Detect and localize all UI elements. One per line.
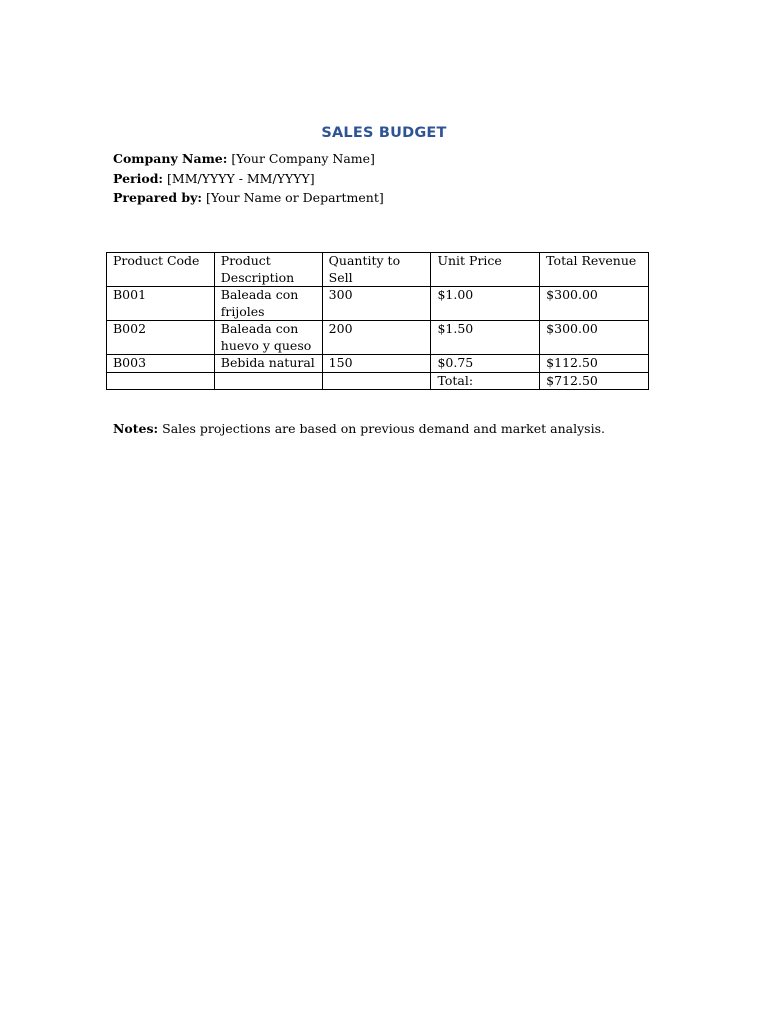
table-cell: Bebida natural [214, 355, 322, 373]
table-cell: 200 [322, 321, 431, 355]
prepared-by-label: Prepared by: [113, 190, 203, 205]
document-title: SALES BUDGET [321, 125, 447, 141]
table-cell: B001 [107, 287, 215, 321]
table-cell: $300.00 [540, 287, 649, 321]
table-cell: $1.00 [431, 287, 540, 321]
header-total-revenue: Total Revenue [540, 253, 649, 287]
header-product-description: Product Description [214, 253, 322, 287]
company-name-label: Company Name: [113, 151, 228, 166]
period-value: [MM/YYYY - MM/YYYY] [163, 170, 315, 186]
table-cell: B003 [107, 355, 215, 373]
period-label: Period: [113, 170, 164, 186]
table-header-row [107, 253, 649, 287]
table-cell: $1.50 [431, 321, 540, 355]
table-cell: 150 [322, 355, 431, 373]
table-cell: Baleada con huevo y queso [214, 321, 322, 355]
table-cell: Baleada con frijoles [214, 287, 322, 321]
period-line [113, 169, 384, 189]
total-label-cell: Total: [431, 372, 540, 390]
table-row [107, 321, 649, 355]
notes-text: Sales projections are based on previous demand and market analysis. [158, 421, 605, 436]
table-cell: $0.75 [431, 355, 540, 373]
company-name-line [113, 149, 384, 169]
document-info [113, 149, 384, 208]
prepared-by-line [113, 188, 384, 208]
table-cell [107, 372, 215, 390]
header-product-code: Product Code [107, 253, 215, 287]
table-row [107, 287, 649, 321]
notes-line [113, 421, 605, 436]
company-name-value: [Your Company Name] [227, 151, 375, 166]
table-cell [214, 372, 322, 390]
table-row [107, 355, 649, 373]
notes-label: Notes: [113, 421, 159, 436]
prepared-by-value: [Your Name or Department] [202, 190, 384, 205]
table-cell [322, 372, 431, 390]
header-quantity-to-sell: Quantity to Sell [322, 253, 431, 287]
table-cell: B002 [107, 321, 215, 355]
table-cell: $112.50 [540, 355, 649, 373]
header-unit-price: Unit Price [431, 253, 540, 287]
table-total-row [107, 372, 649, 390]
sales-budget-table [106, 252, 649, 390]
table-cell: 300 [322, 287, 431, 321]
total-value-cell: $712.50 [540, 372, 649, 390]
table-cell: $300.00 [540, 321, 649, 355]
